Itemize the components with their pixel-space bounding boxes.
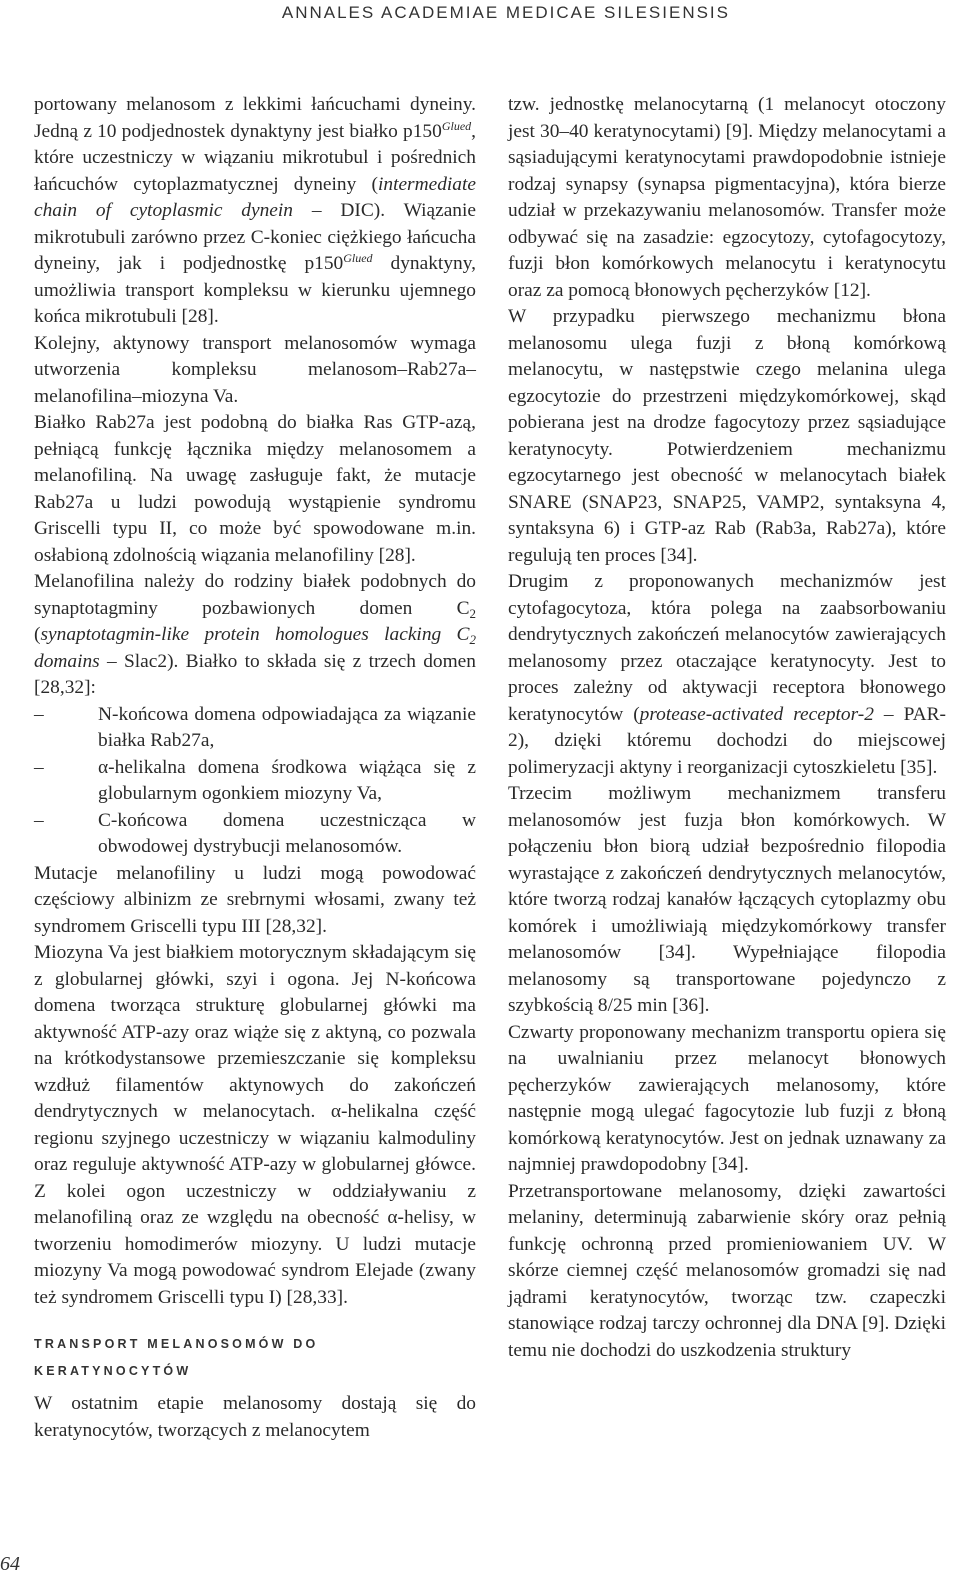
paragraph: W przypadku pierwszego mechanizmu błona melanosomu ulega fuzji z błoną komórkową melanocytu, w następstwie czego melanina ulega egzocytozie do przestrzeni międzykomórkowej, skąd pobierana jest na drodze fagocytozy przez sąsiadujące keratynocyty. Potwierdzeniem mechanizmu egzocytarnego jest obecność w melanocytach białek SNARE (SNAP23, SNAP25, VAMP2, syntaksyna 4, syntaksyna 6) i GTP-az Rab (Rab3a, Rab27a), które regulują ten proces [34]. xyxy=(508,306,946,566)
paragraph: portowany melanosom z lekkimi łańcuchami dyneiny. Jedną z 10 podjednostek dynaktyny jest białko $p150^{Glued}$, które uczestniczy w wiązaniu mikrotubul i pośrednich łańcuchów cytoplazmatycznej dyneiny (intermediate chain of cytoplasmic dynein – DIC). Wiązanie mikrotubuli zarówno przez C-koniec ciężkiego łańcucha dyneiny, jak i podjednostkę $p150^{Glued}$ dynaktyny, umożliwia transport kompleksu w kierunku ujemnego końca mikrotubuli [28]. xyxy=(34,94,476,327)
paragraph: Czwarty proponowany mechanizm transportu opiera się na uwalnianiu przez melanocyt błonowych pęcherzyków zawierających melanosomy, które następnie mogą ulegać fagocytozie lub fuzji z błoną komórkową keratynocytów. Jest on jednak uznawany za najmniej prawdopodobny [34]. xyxy=(508,1021,946,1175)
paragraph: Trzecim możliwym mechanizmem transferu melanosomów jest fuzja błon komórkowych. W połączeniu błon biorą udział bezpośrednio filopodia wyrastające z zakończeń dendrytycznych melanocytów, które tworzą rodzaj kanałów łączących cytoplazmy obu komórek i umożliwiają międzykomórkowy transfer melanosomów [34]. Wypełniające filopodia melanosomy są transportowane pojedynczo z szybkością 8/25 min [36]. xyxy=(508,783,946,1016)
paragraph: tzw. jednostkę melanocytarną (1 melanocyt otoczony jest 30–40 keratynocytami) [9]. Między melanocytami a sąsiadującymi keratynocytami prawdopodobnie istnieje rodzaj synapsy (synapsa pigmentacyjna), która bierze udział w przekazywaniu melanosomów. Transfer może odbywać się na zasadzie: egzocytozy, cytofagocytozy, fuzji błon komórkowych melanocytu i keratynocytu oraz za pomocą błonowych pęcherzyków [12]. xyxy=(508,94,946,301)
section-heading: TRANSPORT MELANOSOMÓW DO KERATYNOCYTÓW xyxy=(34,1337,319,1378)
right-column xyxy=(508,92,946,1364)
list-item: – α-helikalna domena środkowa wiążąca się z globularnym ogonkiem miozyny Va, xyxy=(34,756,476,804)
domain-list xyxy=(34,702,476,861)
page-number: 64 xyxy=(0,1553,20,1575)
paragraph: Miozyna Va jest białkiem motorycznym składającym się z globularnej główki, szyi i ogona. Jej N-końcowa domena tworząca strukturę globularnej główki ma aktywność ATP-azy oraz wiąże się z aktyną, co pozwala na krótkodystansowe przemieszczanie się kompleksu wzdłuż filamentów aktynowych do zakończeń dendrytycznych w melanocytach. α-helikalna część regionu szyjnego uczestniczy w wiązaniu kalmoduliny oraz reguluje aktywność ATP-azy w globularnej główce. Z kolei ogon uczestniczy w oddziaływaniu z melanofiliną oraz ze względu na obecność α-helisy, w tworzeniu homodimerów miozyny. U ludzi mutacje miozyny Va mogą powodować syndrom Elejade (zwany też syndromem Griscelli typu I) [28,33]. xyxy=(34,942,476,1308)
paragraph: Drugim z proponowanych mechanizmów jest cytofagocytoza, która polega na zaabsorbowaniu dendrytycznych zakończeń melanocytów zawierających melanosomy przez otaczające keratynocyty. Jest to proces zależny od aktywacji receptora błonowego keratynocytów (protease-activated receptor-2 – PAR-2), dzięki któremu dochodzi do miejscowej polimeryzacji aktyny i reorganizacji cytoszkieletu [35]. xyxy=(508,571,946,778)
list-item: – C-końcowa domena uczestnicząca w obwodowej dystrybucji melanosomów. xyxy=(34,809,476,857)
journal-header: ANNALES ACADEMIAE MEDICAE SILESIENSIS xyxy=(281,3,730,22)
paragraph: Mutacje melanofiliny u ludzi mogą powodować częściowy albinizm ze srebrnymi włosami, zwany też syndromem Griscelli typu III [28,32]. xyxy=(34,862,476,937)
paragraph: Melanofilina należy do rodziny białek podobnych do synaptotagminy pozbawionych domen $C_2$ (synaptotagmin-like protein homologues lacking $C_2$ domains – Slac2). Białko to składa się z trzech domen [28,32]: xyxy=(34,571,476,698)
list-item: – N-końcowa domena odpowiadająca za wiązanie białka Rab27a, xyxy=(34,703,476,751)
paragraph: Kolejny, aktynowy transport melanosomów wymaga utworzenia kompleksu melanosom–Rab27a–melanofilina–miozyna Va. xyxy=(34,332,476,407)
paragraph: Przetransportowane melanosomy, dzięki zawartości melaniny, determinują zabarwienie skóry oraz pełnią funkcję ochronną przed promieniowaniem UV. W skórze ciemnej część melanosomów gromadzi się nad jądrami keratynocytów, tworząc tzw. czapeczki stanowiące rodzaj tarczy ochronnej dla DNA [9]. Dzięki temu nie dochodzi do uszkodzenia struktury xyxy=(508,1180,946,1361)
paragraph: Białko Rab27a jest podobną do białka Ras GTP-azą, pełniącą funkcję łącznika między melanosomem a melanofiliną. Na uwagę zasługuje fakt, że mutacje Rab27a u ludzi powodują wystąpienie syndromu Griscelli typu II, co może być spowodowane m.in. osłabioną zdolnością wiązania melanofiliny [28]. xyxy=(34,412,476,566)
paragraph: W ostatnim etapie melanosomy dostają się do keratynocytów, tworzących z melanocytem xyxy=(34,1393,476,1441)
left-column xyxy=(34,92,476,1444)
